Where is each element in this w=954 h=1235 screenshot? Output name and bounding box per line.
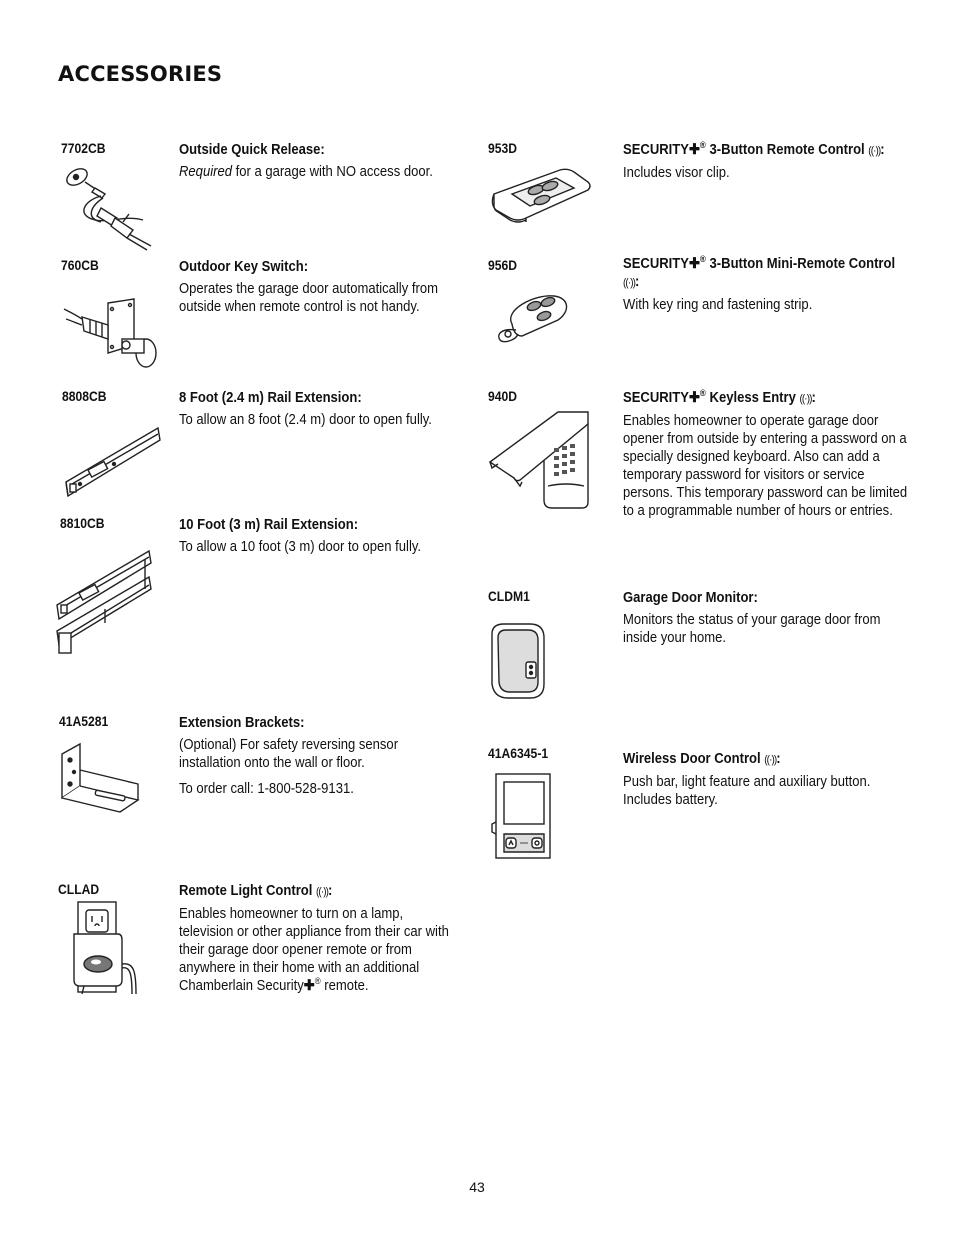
page-title: ACCESSORIES: [58, 62, 223, 86]
outdoor-key-switch-description: [179, 258, 454, 316]
security-label: SECURITY: [623, 142, 689, 158]
three-button-remote-illustration: [490, 164, 594, 226]
outside-quick-release-description: [179, 141, 454, 181]
part-code-7702cb: 7702CB: [61, 141, 106, 156]
part-code-8808cb: 8808CB: [62, 389, 107, 404]
rail-extension-8ft-title: 8 Foot (2.4 m) Rail Extension:: [179, 390, 362, 406]
part-code-8810cb: 8810CB: [60, 516, 105, 531]
keyless-entry-text: Enables homeowner to operate garage door opener from outside by entering a password on a specially designed keyboard. Also can add a temporary password for visitors or service persons. This temporary password can be limited to a programmable number of hours or entries.: [623, 413, 908, 519]
keyless-entry-illustration: [488, 410, 592, 512]
registered-mark: ®: [699, 254, 706, 265]
registered-mark: ®: [699, 388, 706, 399]
remote-light-control-title: Remote Light Control: [179, 883, 313, 899]
security-cross-icon: ✚: [688, 390, 700, 406]
title-colon: :: [811, 390, 816, 406]
wireless-door-control-text: Push bar, light feature and auxiliary button. Includes battery.: [623, 774, 871, 808]
extension-brackets-order-text: To order call: 1-800-528-9131.: [179, 781, 354, 797]
garage-door-monitor-description: [623, 589, 911, 647]
part-code-41a5281: 41A5281: [59, 714, 109, 729]
garage-door-monitor-text: Monitors the status of your garage door from inside your home.: [623, 612, 881, 646]
title-colon: :: [880, 142, 885, 158]
keyless-entry-title-line: [623, 389, 911, 408]
rail-extension-10ft-text: To allow a 10 foot (3 m) door to open fully.: [179, 539, 422, 555]
security-cross-icon: ✚: [688, 142, 700, 158]
wireless-door-control-illustration: [490, 772, 554, 862]
registered-mark: ®: [699, 140, 706, 151]
radio-waves-icon: ((·)): [799, 393, 812, 405]
registered-mark: ®: [314, 976, 321, 987]
outside-quick-release-illustration: [55, 160, 155, 255]
title-colon: :: [328, 883, 333, 899]
part-code-cllad: CLLAD: [58, 882, 100, 897]
rail-extension-10ft-title: 10 Foot (3 m) Rail Extension:: [179, 517, 359, 533]
required-emphasis: Required: [179, 164, 232, 180]
rail-extension-8ft-illustration: [64, 424, 162, 502]
mini-remote-illustration: [494, 290, 574, 346]
wireless-door-control-title-line: [623, 750, 911, 769]
radio-waves-icon: ((·)): [868, 145, 881, 157]
outdoor-key-switch-title: Outdoor Key Switch:: [179, 259, 309, 275]
rail-extension-10ft-description: [179, 516, 454, 556]
remote-light-control-description: [179, 882, 454, 995]
radio-waves-icon: ((·)): [316, 886, 329, 898]
remote-light-control-title-line: [179, 882, 454, 901]
extension-brackets-description: [179, 714, 454, 798]
extension-brackets-text: (Optional) For safety reversing sensor installation onto the wall or floor.: [179, 737, 399, 771]
remote-light-control-illustration: [70, 900, 146, 996]
outdoor-key-switch-illustration: [60, 297, 160, 377]
garage-door-monitor-illustration: [486, 620, 548, 702]
part-code-956d: 956D: [488, 258, 518, 273]
wireless-door-control-description: [623, 750, 911, 809]
security-label: SECURITY: [623, 390, 689, 406]
three-button-remote-description: [623, 141, 911, 182]
rail-extension-10ft-illustration: [55, 549, 155, 657]
title-colon: :: [776, 751, 781, 767]
mini-remote-title-line: [623, 255, 911, 292]
extension-brackets-title: Extension Brackets:: [179, 715, 305, 731]
security-cross-icon: ✚: [688, 256, 700, 272]
part-code-760cb: 760CB: [61, 258, 99, 273]
radio-waves-icon: ((·)): [623, 277, 635, 289]
title-colon: :: [634, 274, 640, 290]
part-code-41a6345-1: 41A6345-1: [488, 746, 549, 761]
three-button-remote-title-line: [623, 141, 911, 160]
mini-remote-title: 3-Button Mini-Remote Control: [705, 256, 896, 272]
security-label: SECURITY: [623, 256, 689, 272]
rail-extension-8ft-text: To allow an 8 foot (2.4 m) door to open fully.: [179, 412, 432, 428]
keyless-entry-description: [623, 389, 911, 520]
part-code-953d: 953D: [488, 141, 518, 156]
outside-quick-release-text: for a garage with NO access door.: [231, 164, 433, 180]
part-code-940d: 940D: [488, 389, 518, 404]
radio-waves-icon: ((·)): [764, 754, 777, 766]
garage-door-monitor-title: Garage Door Monitor:: [623, 590, 758, 606]
rail-extension-8ft-description: [179, 389, 454, 429]
keyless-entry-title: Keyless Entry: [705, 390, 800, 406]
three-button-remote-title: 3-Button Remote Control: [705, 142, 869, 158]
outdoor-key-switch-text: Operates the garage door automatically from outside when remote control is not handy.: [179, 281, 438, 315]
security-cross-icon: ✚: [303, 978, 315, 994]
three-button-remote-text: Includes visor clip.: [623, 165, 730, 181]
mini-remote-description: [623, 255, 911, 314]
extension-brackets-illustration: [58, 740, 142, 816]
remote-light-control-text: Enables homeowner to turn on a lamp, television or other appliance from their car with their garage door opener remote or from anywhere in their home with an additional Chamberlain Security: [179, 906, 449, 994]
page-number: 43: [469, 1179, 485, 1195]
mini-remote-text: With key ring and fastening strip.: [623, 297, 813, 313]
part-code-cldm1: CLDM1: [488, 589, 530, 604]
outside-quick-release-title: Outside Quick Release:: [179, 142, 325, 158]
wireless-door-control-title: Wireless Door Control: [623, 751, 761, 767]
remote-light-control-text-end: remote.: [320, 978, 369, 994]
